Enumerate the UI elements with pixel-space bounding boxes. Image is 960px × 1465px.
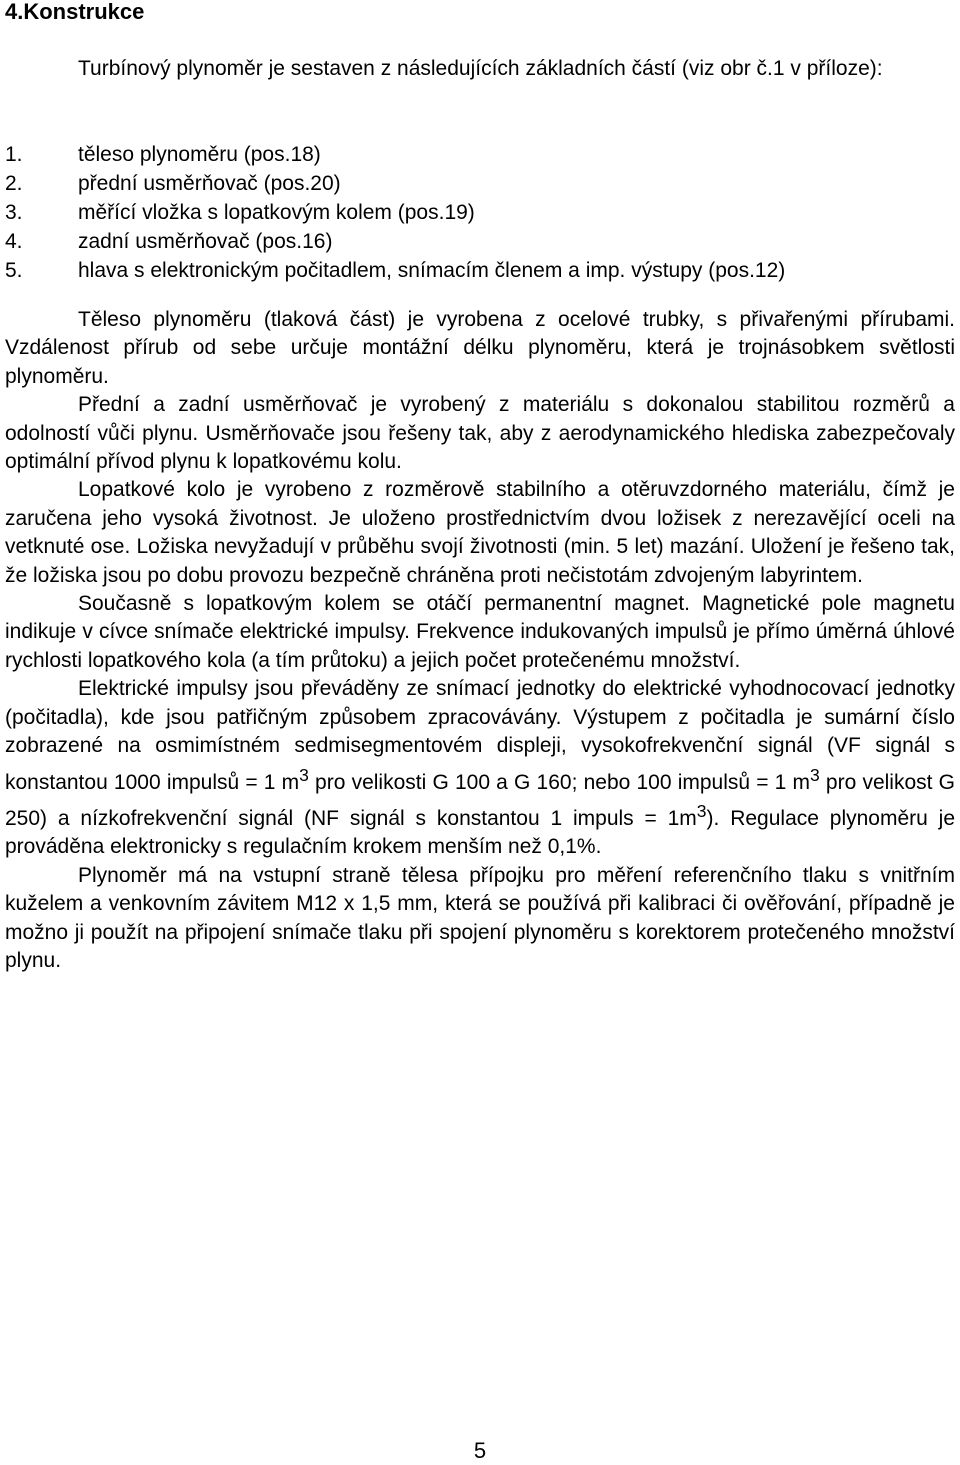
page-number: 5 (473, 1438, 487, 1463)
signal-text-part: ). Regulace plynoměru je prováděna elektronicky s regulačním krokem menším než 0,1%. (5, 806, 955, 859)
paragraph-signals (5, 675, 955, 861)
signal-text-part: pro velikosti G 100 a G 160; nebo 100 impulsů = 1 m (308, 770, 811, 794)
list-item (5, 169, 955, 198)
paragraph-pressure-port: Plynoměr má na vstupní straně tělesa přípojku pro měření referenčního tlaku s vnitřním kuželem a venkovním závitem M12 x 1,5 mm, která se používá při kalibraci či ověřování, případně je možno ji použít na připojení snímače tlaku při spojení plynoměru s korektorem protečeného množství plynu. (5, 863, 955, 972)
list-item-text: těleso plynoměru (pos.18) (78, 143, 321, 166)
list-item-number: 3. (5, 201, 23, 224)
section-heading: 4.Konstrukce (5, 0, 145, 24)
list-item-text: hlava s elektronickým počitadlem, snímacím členem a imp. výstupy (pos.12) (78, 259, 786, 282)
superscript-exponent: 3 (696, 800, 707, 821)
parts-list (5, 140, 955, 285)
list-item (5, 198, 955, 227)
list-item-number: 2. (5, 172, 23, 195)
signal-text-part: pro velikost G 250) a nízkofrekvenční signál (NF signál s konstantou 1 impuls = 1m (5, 770, 955, 830)
list-item-number: 5. (5, 259, 23, 282)
list-item-text: měřící vložka s lopatkovým kolem (pos.19) (78, 201, 475, 224)
signal-text-part: Elektrické impulsy jsou převáděny ze snímací jednotky do elektrické vyhodnocovací jednotky (počitadla), kde jsou patřičným způsobem zpracovávány. Výstupem z počitadla je sumární číslo zobrazené na osmimístném sedmisegmentovém displeji, vysokofrekvenční signál (VF signál s konstantou 1000 impulsů = 1 m (5, 677, 955, 794)
paragraph-magnet: Současně s lopatkovým kolem se otáčí permanentní magnet. Magnetické pole magnetu indikuje v cívce snímače elektrické impulsy. Frekvence indukovaných impulsů je přímo úměrná úhlové rychlosti lopatkového kola (a tím průtoku) a jejich počet protečenému množství. (5, 592, 955, 672)
list-item-text: zadní usměrňovač (pos.16) (78, 230, 333, 253)
list-item (5, 227, 955, 256)
superscript-exponent: 3 (810, 764, 820, 785)
list-item (5, 140, 955, 169)
list-item-number: 1. (5, 143, 23, 166)
superscript-exponent: 3 (299, 764, 309, 785)
paragraph-body: Těleso plynoměru (tlaková část) je vyrobena z ocelové trubky, s přivařenými přírubami. Vzdálenost přírub od sebe určuje montážní délku plynoměru, která je trojnásobkem světlosti plynoměru. (5, 308, 955, 388)
list-item (5, 256, 955, 285)
list-item-number: 4. (5, 230, 23, 253)
list-item-text: přední usměrňovač (pos.20) (78, 172, 341, 195)
paragraph-rectifiers: Přední a zadní usměrňovač je vyrobený z materiálu s dokonalou stabilitou rozměrů a odolností vůči plynu. Usměrňovače jsou řešeny tak, aby z aerodynamického hlediska zabezpečovaly optimální přívod plynu k lopatkovému kolu. (5, 393, 955, 474)
paragraph-impeller: Lopatkové kolo je vyrobeno z rozměrově stabilního a otěruvzdorného materiálu, čímž je zaručena jeho vysoká životnost. Je uloženo prostřednictvím dvou ložisek z nerezavějící oceli na vetknuté ose. Ložiska nevyžadují v průběhu svojí životnosti (min. 5 let) mazání. Uložení je řešeno tak, že ložiska jsou po dobu provozu bezpečně chráněna proti nečistotám zdvojeným labyrintem. (5, 478, 955, 587)
intro-paragraph: Turbínový plynoměr je sestaven z následujících základních částí (viz obr č.1 v příloze): (78, 57, 883, 80)
body-text (5, 306, 955, 975)
